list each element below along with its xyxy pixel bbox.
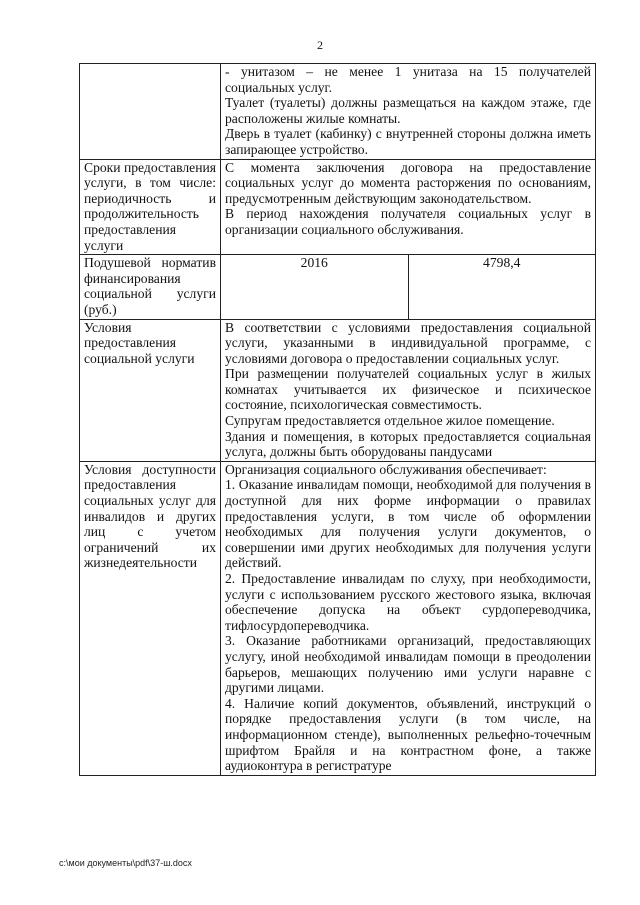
paragraph: Дверь в туалет (кабинку) с внутренней стороны должна иметь запирающее устройство. [225,126,591,157]
table-row [80,461,596,775]
row-content [221,159,596,255]
paragraph: Здания и помещения, в которых предоставляется социальная услуга, должны быть оборудованы пандусами [225,428,591,460]
paragraph: Супругам предоставляется отдельное жилое помещение. [225,413,555,429]
paragraph: Организация социального обслуживания обеспечивает: [225,461,547,477]
paragraph: В период нахождения получателя социальных услуг в организации социального обслуживания. [225,206,591,237]
row-content [221,461,596,775]
paragraph: Туалет (туалеты) должны размещаться на каждом этаже, где расположены жилые комнаты. [225,95,591,126]
paragraph: - унитазом – не менее 1 унитаза на 15 получателей социальных услуг. [225,64,591,95]
row-label-text: Условия предоставления социальной услуги [84,319,195,366]
paragraph: С момента заключения договора на предоставление социальных услуг до момента расторжения по основаниям, предусмотренным действующим законодательством. [225,159,591,206]
document-table [79,63,596,776]
row-content [221,64,596,160]
row-label-text: Подушевой норматив финансирования социальной услуги (руб.) [84,255,216,317]
paragraph: 4. Наличие копий документов, объявлений, инструкций о порядке предоставления услуги (в том числе, на информационном стенде), выполненных рельефно-точечным шрифтом Брайля и на контрастном фоне, а также аудиоконтура в регистратуре [225,695,591,774]
row-content [221,319,596,461]
year-cell: 2016 [221,255,409,319]
row-label [80,319,221,461]
paragraph: 3. Оказание работниками организаций, предоставляющих услугу, иной необходимой инвалидам помощи в преодолении барьеров, мешающих получению ими услуги наравне с другими лицами. [225,633,591,696]
row-label [80,64,221,160]
paragraph: В соответствии с условиями предоставления социальной услуги, указанными в индивидуальной программе, с условиями договора о предоставлении социальных услуг. [225,319,591,366]
paragraph: При размещении получателей социальных услуг в жилых комнатах учитывается их физическое и психическое состояние, психологическая совместимость. [225,366,591,413]
paragraph: 2. Предоставление инвалидам по слуху, при необходимости, услуги с использованием русского жестового языка, включая обеспечение допуска на объект сурдопереводчика, тифлосурдопереводчика. [225,571,591,633]
table-row [80,159,596,255]
row-label [80,255,221,319]
table-row [80,255,596,319]
footer-file-path: c:\мои документы\pdf\37-ш.docx [59,858,192,868]
amount-cell: 4798,4 [408,255,596,319]
row-label [80,461,221,775]
page-number: 2 [317,38,323,52]
table-row [80,319,596,461]
row-label-text: Условия доступности предоставления социальных услуг для инвалидов и других лиц с учетом ограничений их жизнедеятельности [84,461,216,571]
row-label [80,159,221,255]
paragraph: 1. Оказание инвалидам помощи, необходимой для получения в доступной для них форме информации о правилах предоставления услуги, в том числе об оформлении необходимых для получения услуги документов, о совершении ими других необходимых для получения услуги действий. [225,477,591,571]
row-label-text: Сроки предоставления услуги, в том числе: периодичность и продолжительность предоставления услуги [84,159,216,253]
table-row [80,64,596,160]
